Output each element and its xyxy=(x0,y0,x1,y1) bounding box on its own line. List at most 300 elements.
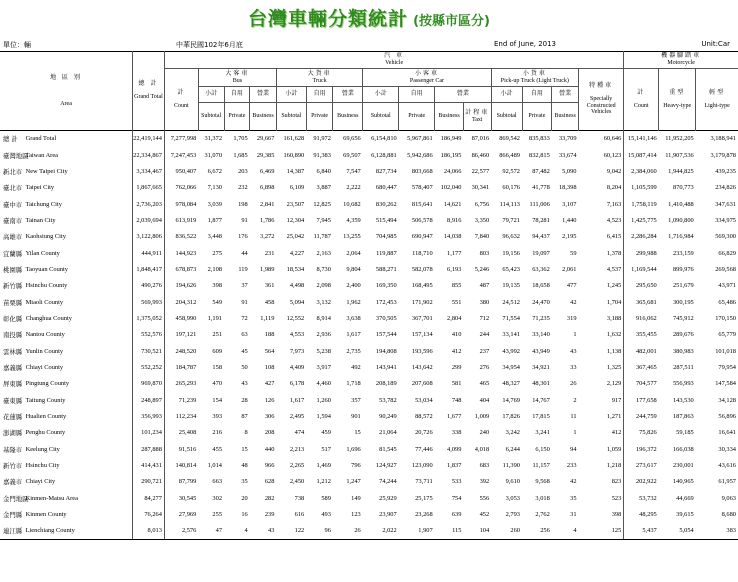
car-business-zh: 營業 xyxy=(435,87,492,103)
table-cell: 1,440 xyxy=(562,216,577,224)
table-cell: 30,545 xyxy=(164,490,198,506)
table-cell: 588,271 xyxy=(375,265,397,273)
table-cell: 35 xyxy=(570,494,577,502)
table-cell: 459 xyxy=(321,429,331,437)
table-cell: 79,954 xyxy=(718,363,736,371)
table-cell: 1,848,417 xyxy=(133,261,165,277)
table-cell: 1,962 xyxy=(346,298,361,306)
table-cell: 87,799 xyxy=(164,474,198,490)
table-cell: 157,544 xyxy=(375,331,397,339)
table-cell: 712 xyxy=(479,314,490,322)
area-name-zh: 嘉義縣 xyxy=(3,363,23,372)
table-cell: 404 xyxy=(479,396,490,404)
table-cell: 168,495 xyxy=(411,282,433,290)
table-cell: 265,293 xyxy=(164,376,198,392)
area-name-en: Penghu County xyxy=(25,429,66,437)
area-name-en: Grand Total xyxy=(25,135,57,143)
bus-header: 大客車 Bus xyxy=(198,69,276,87)
table-cell: 1 xyxy=(573,429,577,437)
area-name-en: Chiayi City xyxy=(25,478,56,486)
table-cell: 50 xyxy=(241,363,248,371)
table-cell: 14,038 xyxy=(443,233,462,241)
table-cell: 704,985 xyxy=(375,233,397,241)
table-cell: 916,062 xyxy=(624,310,659,326)
table-cell: 609 xyxy=(212,347,223,355)
table-cell: 582,078 xyxy=(411,265,433,273)
table-cell: 13,255 xyxy=(343,233,361,241)
table-cell: 3,188 xyxy=(606,314,622,322)
table-cell: 8,914 xyxy=(316,314,331,322)
table-cell: 9,063 xyxy=(721,494,736,502)
table-cell: 1,014 xyxy=(207,462,223,470)
area-name-en: Taitung County xyxy=(25,396,66,404)
table-row xyxy=(0,490,738,506)
table-cell: 30,341 xyxy=(471,184,490,192)
area-name-zh: 宜蘭縣 xyxy=(3,249,23,258)
table-cell: 2,735 xyxy=(346,347,361,355)
table-cell: 551 xyxy=(451,298,462,306)
table-cell: 1,685 xyxy=(233,151,248,159)
table-cell: 143,941 xyxy=(375,363,397,371)
area-name-en: Pingtung County xyxy=(25,380,70,388)
truck-business-en: Business xyxy=(333,103,363,131)
table-cell: 8,204 xyxy=(606,184,622,192)
table-cell: 69,656 xyxy=(343,135,361,143)
table-cell: 176 xyxy=(238,233,248,241)
area-name-en: Kinmen-Matsu Area xyxy=(25,494,78,502)
table-row xyxy=(0,278,738,294)
table-cell: 76,264 xyxy=(133,506,165,522)
table-cell: 207,608 xyxy=(411,380,433,388)
table-cell: 3,887 xyxy=(316,184,331,192)
table-cell: 56,896 xyxy=(718,413,736,421)
table-cell: 149 xyxy=(351,494,361,502)
table-cell: 1,758,119 xyxy=(624,196,659,212)
table-cell: 556 xyxy=(479,494,490,502)
table-row xyxy=(0,408,738,424)
table-cell: 43 xyxy=(570,347,577,355)
table-cell: 60,123 xyxy=(603,151,622,159)
table-cell: 92,572 xyxy=(502,167,520,175)
table-cell: 19,097 xyxy=(532,249,550,257)
table-cell: 3,638 xyxy=(346,314,361,322)
area-name-en: Chiayi County xyxy=(25,363,64,371)
table-cell: 439,235 xyxy=(715,167,736,175)
table-cell: 3,188,941 xyxy=(710,135,736,143)
table-cell: 216 xyxy=(212,429,223,437)
table-row xyxy=(0,506,738,522)
table-cell: 232 xyxy=(238,184,248,192)
table-cell: 35 xyxy=(241,478,248,486)
table-cell: 444,911 xyxy=(133,245,165,261)
table-cell: 917 xyxy=(611,396,622,404)
vehicle-header: 汽 車 Vehicle xyxy=(164,52,623,69)
table-cell: 1,410,488 xyxy=(668,200,694,208)
table-cell: 194,808 xyxy=(375,347,397,355)
area-name-zh: 桃園縣 xyxy=(3,265,23,274)
table-cell: 589 xyxy=(321,494,331,502)
table-cell: 96 xyxy=(306,523,333,539)
table-cell: 42 xyxy=(570,298,577,306)
table-cell: 1,425,775 xyxy=(624,212,659,228)
table-cell: 477 xyxy=(566,282,577,290)
table-cell: 84,277 xyxy=(133,490,165,506)
car-business-en: Business xyxy=(435,103,464,131)
table-cell: 202,922 xyxy=(624,474,659,490)
table-cell: 1,867,665 xyxy=(133,180,165,196)
table-cell: 678,873 xyxy=(164,261,198,277)
table-cell: 5,942,686 xyxy=(407,151,433,159)
table-cell: 194,626 xyxy=(164,278,198,294)
table-cell: 17,815 xyxy=(532,413,550,421)
table-cell: 7,840 xyxy=(474,233,490,241)
table-row xyxy=(0,196,738,212)
table-cell: 31,372 xyxy=(204,135,223,143)
table-row xyxy=(0,392,738,408)
table-cell: 48 xyxy=(241,462,248,470)
pickup-business-zh: 營業 xyxy=(552,87,579,103)
table-cell: 4 xyxy=(552,523,579,539)
table-cell: 5,090 xyxy=(562,167,577,175)
table-cell: 96,632 xyxy=(502,233,520,241)
table-cell: 14,621 xyxy=(443,200,462,208)
table-cell: 87 xyxy=(241,413,248,421)
table-cell: 2,841 xyxy=(260,200,275,208)
table-cell: 4,409 xyxy=(289,363,305,371)
table-cell: 15,087,414 xyxy=(624,147,659,163)
table-cell: 23,268 xyxy=(415,511,433,519)
table-cell: 43,616 xyxy=(718,462,736,470)
table-cell: 88,572 xyxy=(415,413,433,421)
area-name-zh: 臺東縣 xyxy=(3,396,23,405)
table-cell: 177,658 xyxy=(624,392,659,408)
table-cell: 8,916 xyxy=(447,216,462,224)
table-cell: 7,277,998 xyxy=(164,131,198,147)
table-cell: 19,135 xyxy=(502,282,520,290)
table-cell: 2,163 xyxy=(316,249,331,257)
table-cell: 815,641 xyxy=(411,200,433,208)
table-cell: 193,596 xyxy=(411,347,433,355)
table-cell: 492 xyxy=(351,363,361,371)
table-cell: 578,407 xyxy=(411,184,433,192)
table-cell: 803 xyxy=(479,249,490,257)
table-cell: 452 xyxy=(479,511,490,519)
table-row xyxy=(0,474,738,490)
table-row xyxy=(0,294,738,310)
table-row xyxy=(0,327,738,343)
passenger-car-header: 小客車 Passenger Car xyxy=(363,69,491,87)
truck-subtotal-en: Subtotal xyxy=(276,103,306,131)
table-cell: 251 xyxy=(212,331,223,339)
date-label-en: End of June, 2013 xyxy=(494,40,557,48)
table-cell: 237 xyxy=(479,347,490,355)
table-cell: 738 xyxy=(294,494,305,502)
table-cell: 1,247 xyxy=(346,478,361,486)
table-cell: 2,213 xyxy=(289,445,305,453)
table-cell: 48,301 xyxy=(532,380,550,388)
table-cell: 287,888 xyxy=(133,441,165,457)
table-cell: 115 xyxy=(435,523,464,539)
table-cell: 9,568 xyxy=(535,478,550,486)
table-body xyxy=(0,131,738,540)
area-name-en: Keelung City xyxy=(25,445,60,453)
table-cell: 978,084 xyxy=(164,196,198,212)
table-cell: 6,840 xyxy=(316,167,331,175)
table-cell: 15 xyxy=(241,445,248,453)
table-cell: 950,407 xyxy=(164,163,198,179)
area-name-en: Taichung City xyxy=(25,200,62,208)
table-cell: 65,486 xyxy=(718,298,736,306)
table-cell: 762,066 xyxy=(164,180,198,196)
table-cell: 196,372 xyxy=(624,441,659,457)
table-cell: 14,769 xyxy=(502,396,520,404)
table-cell: 248,897 xyxy=(133,392,165,408)
table-cell: 3,107 xyxy=(562,200,577,208)
table-cell: 86,460 xyxy=(471,151,490,159)
table-cell: 45 xyxy=(241,347,248,355)
car-subtotal-en: Subtotal xyxy=(363,103,399,131)
table-cell: 244 xyxy=(479,331,490,339)
table-cell: 94 xyxy=(570,445,577,453)
table-cell: 43 xyxy=(241,380,248,388)
table-cell: 53,034 xyxy=(415,396,433,404)
area-name-en: Taipei City xyxy=(25,184,55,192)
table-cell: 613,919 xyxy=(164,212,198,228)
area-name-zh: 彰化縣 xyxy=(3,314,23,323)
table-cell: 1,169,544 xyxy=(624,261,659,277)
table-cell: 39,615 xyxy=(676,511,694,519)
table-cell: 2,804 xyxy=(447,314,462,322)
table-cell: 34,921 xyxy=(532,363,550,371)
table-cell: 124,927 xyxy=(375,462,397,470)
table-cell: 7,130 xyxy=(207,184,223,192)
table-cell: 118,710 xyxy=(412,249,433,257)
table-cell: 2,222 xyxy=(346,184,361,192)
special-vehicle-header: 特種車 Specially Constructed Vehicles xyxy=(579,69,624,131)
table-cell: 33,709 xyxy=(558,135,577,143)
table-cell: 26 xyxy=(333,523,363,539)
table-cell: 830,262 xyxy=(375,200,397,208)
table-cell: 72 xyxy=(241,314,248,322)
table-cell: 25,175 xyxy=(415,494,433,502)
table-cell: 3,179,878 xyxy=(710,151,736,159)
table-cell: 4,227 xyxy=(289,249,305,257)
table-cell: 255 xyxy=(212,511,223,519)
table-cell: 5,437 xyxy=(624,523,659,539)
table-cell: 1,617 xyxy=(289,396,305,404)
table-cell: 6,128,881 xyxy=(371,151,397,159)
table-cell: 91,972 xyxy=(313,135,331,143)
table-cell: 7,547 xyxy=(346,167,361,175)
table-cell: 244,759 xyxy=(624,408,659,424)
table-cell: 1,677 xyxy=(447,413,462,421)
table-cell: 75,826 xyxy=(624,425,659,441)
table-cell: 3,018 xyxy=(535,494,550,502)
table-cell: 2,450 xyxy=(289,478,305,486)
table-cell: 73,711 xyxy=(415,478,433,486)
table-cell: 1,469 xyxy=(316,462,331,470)
table-cell: 169,350 xyxy=(375,282,397,290)
table-cell: 114,113 xyxy=(499,200,520,208)
table-cell: 43 xyxy=(250,523,277,539)
table-cell: 966 xyxy=(264,462,275,470)
page-title: 台灣車輛分類統計 xyxy=(248,8,409,30)
table-cell: 969,870 xyxy=(133,376,165,392)
area-name-zh: 連江縣 xyxy=(0,523,23,539)
table-cell: 14,767 xyxy=(532,396,550,404)
table-cell: 6,415 xyxy=(606,233,622,241)
table-cell: 5,246 xyxy=(474,265,490,273)
table-cell: 171,902 xyxy=(411,298,433,306)
table-cell: 33,674 xyxy=(558,151,577,159)
table-cell: 870,773 xyxy=(672,184,694,192)
table-cell: 370,505 xyxy=(375,314,397,322)
table-cell: 347,631 xyxy=(715,200,736,208)
light-type-header: 輕型 Light-type xyxy=(696,69,738,131)
bus-private-zh: 自用 xyxy=(224,87,250,103)
table-cell: 427 xyxy=(264,380,275,388)
table-cell: 1,594 xyxy=(316,413,331,421)
table-cell: 4,553 xyxy=(289,331,305,339)
table-cell: 20 xyxy=(241,494,248,502)
table-cell: 18,534 xyxy=(286,265,305,273)
table-cell: 33,141 xyxy=(502,331,520,339)
area-name-en: Yunlin County xyxy=(25,347,64,355)
table-cell: 33 xyxy=(570,363,577,371)
table-cell: 11,907,536 xyxy=(665,151,694,159)
table-cell: 367,465 xyxy=(624,359,659,375)
table-row xyxy=(0,457,738,473)
table-cell: 290,721 xyxy=(133,474,165,490)
table-cell: 6,150 xyxy=(535,445,550,453)
table-cell: 319 xyxy=(566,314,577,322)
table-cell: 251,679 xyxy=(672,282,694,290)
table-cell: 26 xyxy=(570,380,577,388)
table-row xyxy=(0,245,738,261)
table-cell: 6,244 xyxy=(505,445,520,453)
table-cell: 122 xyxy=(276,523,306,539)
table-cell: 683 xyxy=(479,462,490,470)
table-cell: 1,325 xyxy=(606,363,622,371)
table-cell: 61,957 xyxy=(718,478,736,486)
table-cell: 101,234 xyxy=(133,425,165,441)
table-cell: 94,437 xyxy=(532,233,550,241)
area-name-zh: 屏東縣 xyxy=(3,380,23,389)
table-cell: 208 xyxy=(264,429,275,437)
table-cell: 79,721 xyxy=(502,216,520,224)
table-cell: 533 xyxy=(451,478,462,486)
table-cell: 2,022 xyxy=(363,523,399,539)
table-cell: 233 xyxy=(566,462,577,470)
table-cell: 44,669 xyxy=(676,494,694,502)
area-name-en: Miaoli County xyxy=(25,298,64,306)
table-cell: 24,512 xyxy=(502,298,520,306)
table-cell: 71,235 xyxy=(532,314,550,322)
table-cell: 7,973 xyxy=(289,347,305,355)
table-cell: 31,070 xyxy=(204,151,223,159)
area-name-en: Hsinchu City xyxy=(25,462,60,470)
motorcycle-header: 機器腳踏車 Motorcycle xyxy=(624,52,738,69)
table-cell: 3,334,467 xyxy=(133,163,165,179)
table-cell: 1,716,984 xyxy=(668,233,694,241)
table-cell: 172,453 xyxy=(375,298,397,306)
table-row xyxy=(0,163,738,179)
table-cell: 203 xyxy=(238,167,248,175)
table-cell: 12,552 xyxy=(286,314,305,322)
area-name-zh: 澎湖縣 xyxy=(3,429,23,438)
table-cell: 71,239 xyxy=(164,392,198,408)
table-cell: 276 xyxy=(479,363,490,371)
table-cell: 2,400 xyxy=(346,282,361,290)
table-cell: 11,952,205 xyxy=(665,135,694,143)
table-cell: 123 xyxy=(351,511,361,519)
area-name-zh: 臺灣地區 xyxy=(3,151,29,160)
table-cell: 832,815 xyxy=(529,151,550,159)
pickup-business-en: Business xyxy=(552,103,579,131)
area-name-zh: 雲林縣 xyxy=(3,347,23,356)
area-name-zh: 金門縣 xyxy=(3,511,23,520)
table-cell: 2,061 xyxy=(562,265,577,273)
table-cell: 34,954 xyxy=(502,363,520,371)
table-cell: 2,039,694 xyxy=(133,212,165,228)
area-name-zh: 新竹市 xyxy=(3,462,23,471)
table-cell: 628 xyxy=(264,478,275,486)
table-cell: 552,576 xyxy=(133,327,165,343)
table-cell: 493 xyxy=(321,511,331,519)
table-cell: 18,658 xyxy=(532,282,550,290)
table-cell: 77,446 xyxy=(415,445,433,453)
table-cell: 412 xyxy=(451,347,462,355)
table-cell: 33,140 xyxy=(532,331,550,339)
table-cell: 4,460 xyxy=(316,380,331,388)
table-cell: 24,066 xyxy=(443,167,462,175)
table-cell: 91 xyxy=(241,298,248,306)
table-cell: 1,245 xyxy=(606,282,622,290)
table-cell: 119,887 xyxy=(376,249,397,257)
car-private-en: Private xyxy=(399,103,435,131)
table-cell: 256 xyxy=(522,523,552,539)
date-label-zh: 中華民國102年6月底 xyxy=(176,41,243,49)
table-cell: 299,988 xyxy=(624,245,659,261)
table-cell: 3,132 xyxy=(316,298,331,306)
table-cell: 63 xyxy=(241,331,248,339)
table-cell: 5,238 xyxy=(316,347,331,355)
table-cell: 334,975 xyxy=(715,216,736,224)
table-cell: 48,327 xyxy=(502,380,520,388)
table-cell: 458 xyxy=(264,298,275,306)
table-cell: 748 xyxy=(451,396,462,404)
table-cell: 6,109 xyxy=(289,184,305,192)
table-cell: 28 xyxy=(241,396,248,404)
table-cell: 154 xyxy=(212,396,223,404)
table-cell: 1,786 xyxy=(260,216,275,224)
table-cell: 3,917 xyxy=(316,363,331,371)
table-cell: 704,577 xyxy=(624,376,659,392)
table-row xyxy=(0,147,738,163)
table-cell: 549 xyxy=(212,298,223,306)
table-row xyxy=(0,343,738,359)
table-cell: 3,039 xyxy=(207,200,223,208)
table-cell: 6,193 xyxy=(447,265,462,273)
table-cell: 7,247,453 xyxy=(164,147,198,163)
table-cell: 269,568 xyxy=(715,265,736,273)
table-cell: 15,141,146 xyxy=(624,131,659,147)
table-cell: 2,195 xyxy=(562,233,577,241)
vehicle-count-header: 計 Count xyxy=(164,69,198,131)
table-cell: 11,390 xyxy=(502,462,520,470)
table-cell: 11,157 xyxy=(532,462,550,470)
table-cell: 361 xyxy=(264,282,275,290)
